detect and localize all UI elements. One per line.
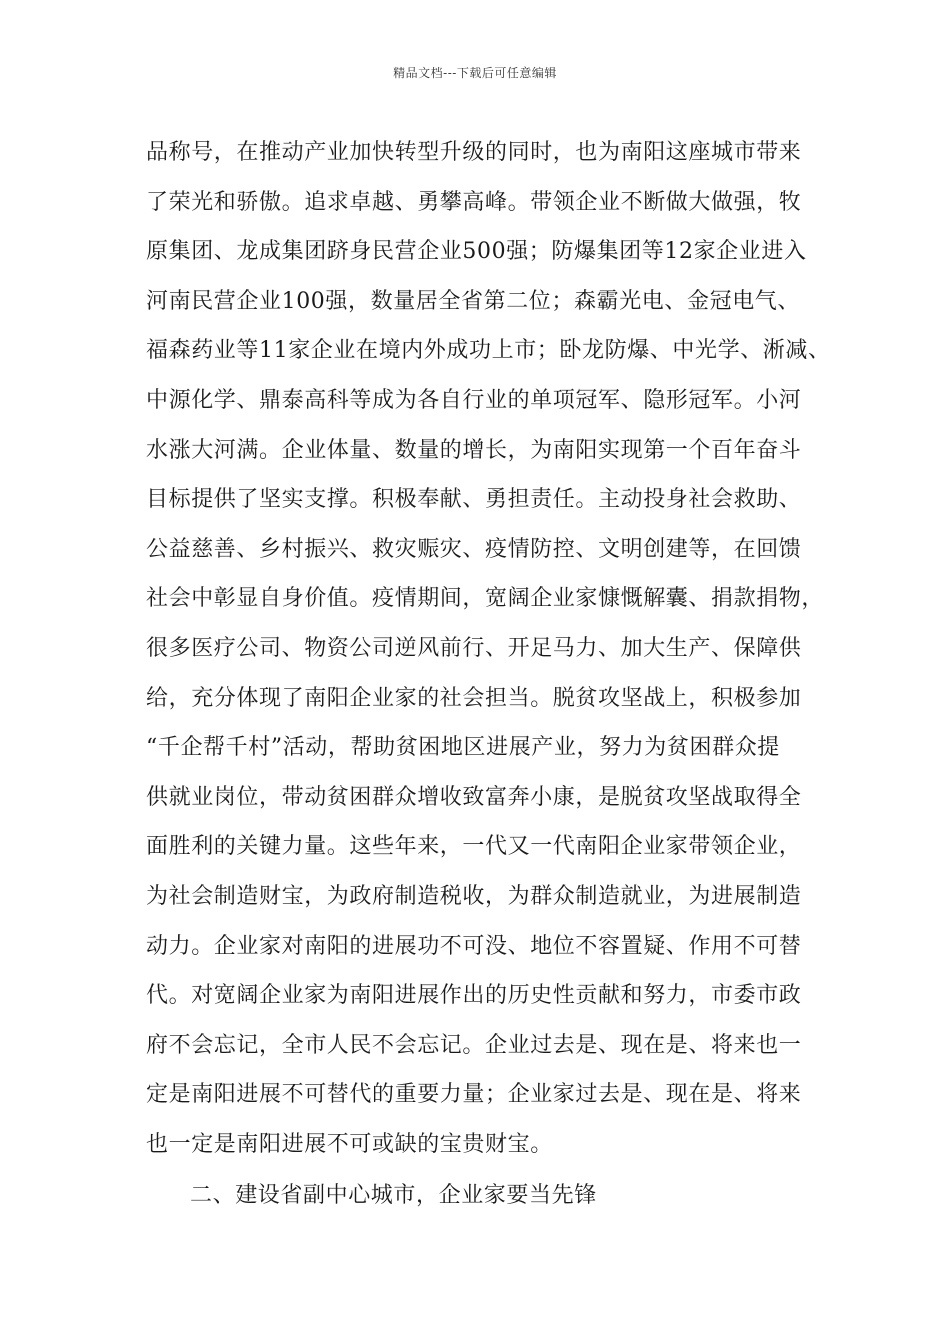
paragraph-line: 动力。企业家对南阳的进展功不可没、地位不容置疑、作用不可替 [146, 933, 802, 959]
paragraph-line: 供就业岗位，带动贫困群众增收致富奔小康，是脱贫攻坚战取得全 [146, 784, 802, 810]
paragraph-line: 河南民营企业100强，数量居全省第二位；森霸光电、金冠电气、 [146, 288, 800, 314]
section-heading: 二、建设省副中心城市，企业家要当先锋 [190, 1183, 597, 1208]
paragraph-line: 目标提供了坚实支撑。积极奉献、勇担责任。主动投身社会救助、 [146, 487, 802, 513]
paragraph-line: 面胜利的关键力量。这些年来，一代又一代南阳企业家带领企业， [146, 834, 802, 860]
paragraph-line: 为社会制造财宝，为政府制造税收，为群众制造就业，为进展制造 [146, 883, 802, 909]
paragraph-line: 给，充分体现了南阳企业家的社会担当。脱贫攻坚战上，积极参加 [146, 685, 802, 711]
paragraph-line: 水涨大河满。企业体量、数量的增长，为南阳实现第一个百年奋斗 [146, 437, 802, 463]
paragraph-line: 代。对宽阔企业家为南阳进展作出的历史性贡献和努力，市委市政 [146, 983, 802, 1009]
paragraph-line: 公益慈善、乡村振兴、救灾赈灾、疫情防控、文明创建等，在回馈 [146, 536, 802, 562]
paragraph-line: 福森药业等11家企业在境内外成功上市；卧龙防爆、中光学、淅减、 [146, 338, 831, 364]
paragraph-line: 府不会忘记，全市人民不会忘记。企业过去是、现在是、将来也一 [146, 1032, 802, 1058]
paragraph-line: 很多医疗公司、物资公司逆风前行、开足马力、加大生产、保障供 [146, 635, 802, 661]
paragraph-line: “千企帮千村”活动，帮助贫困地区进展产业，努力为贫困群众提 [146, 735, 780, 761]
page-header-note: 精品文档---下载后可任意编辑 [393, 66, 557, 80]
paragraph-line: 定是南阳进展不可替代的重要力量；企业家过去是、现在是、将来 [146, 1082, 802, 1108]
paragraph-line: 了荣光和骄傲。追求卓越、勇攀高峰。带领企业不断做大做强，牧 [146, 189, 802, 215]
paragraph-line: 原集团、龙成集团跻身民营企业500强；防爆集团等12家企业进入 [146, 239, 807, 265]
paragraph-line: 中源化学、鼎泰高科等成为各自行业的单项冠军、隐形冠军。小河 [146, 387, 802, 413]
paragraph-line: 社会中彰显自身价值。疫情期间，宽阔企业家慷慨解囊、捐款捐物， [146, 586, 825, 612]
paragraph-line: 品称号，在推动产业加快转型升级的同时，也为南阳这座城市带来 [146, 140, 802, 165]
body-paragraph [146, 128, 836, 1169]
paragraph-line: 也一定是南阳进展不可或缺的宝贵财宝。 [146, 1131, 553, 1157]
